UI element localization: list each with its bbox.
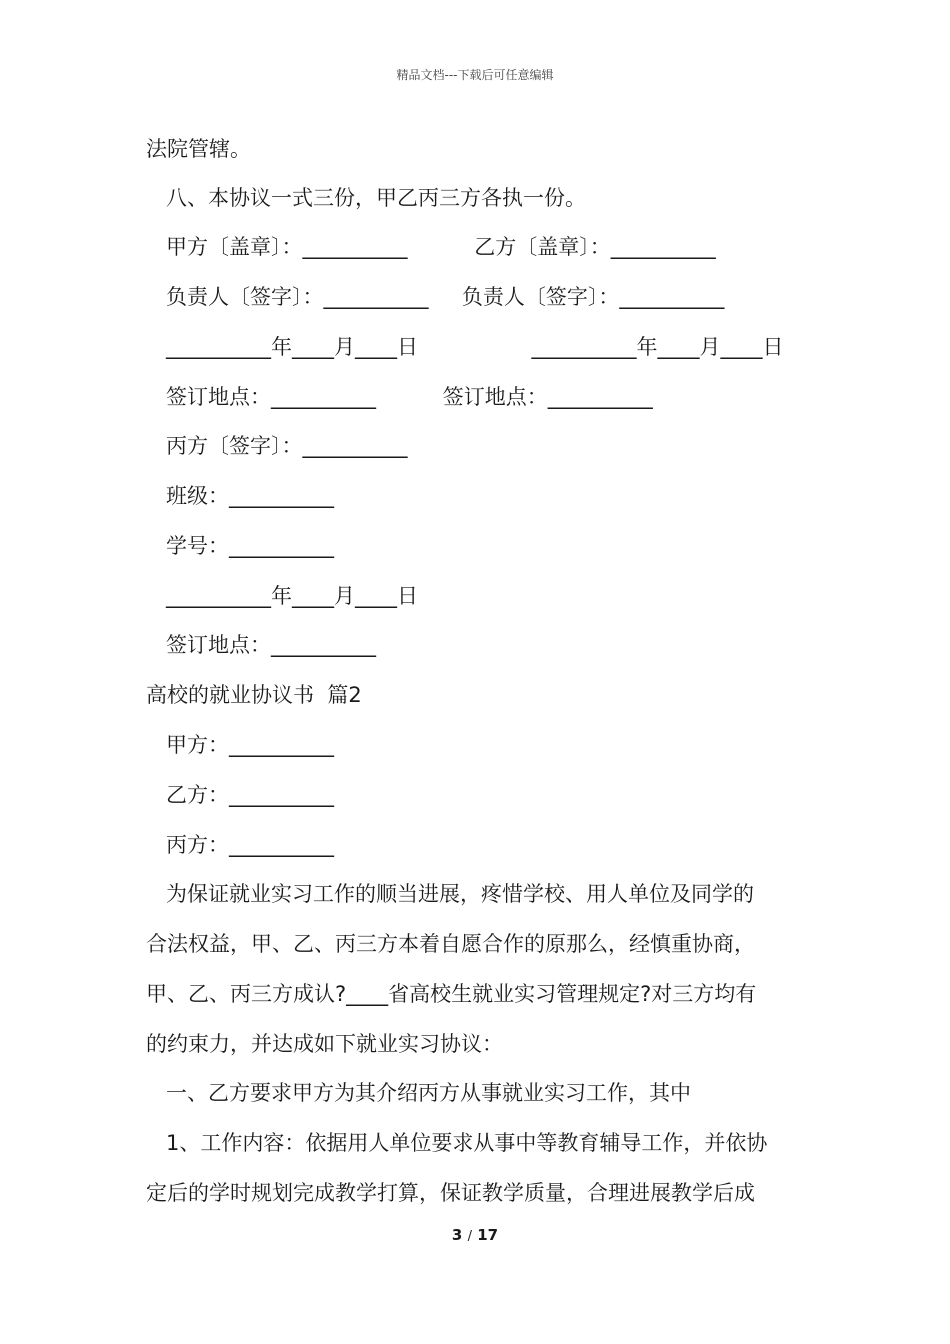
clause-line: 定后的学时规划完成教学打算，保证教学质量，合理进展教学后成 <box>146 1181 755 1205</box>
party-c-line: 丙方：__________ <box>166 833 334 857</box>
total-pages: 17 <box>477 1226 499 1244</box>
paragraph-line: 合法权益，甲、乙、丙三方本着自愿合作的原那么，经慎重协商， <box>146 932 755 956</box>
signature-line-party-c: 丙方〔签字〕：__________ <box>166 434 408 458</box>
page-separator: / <box>467 1229 472 1244</box>
paragraph-line: 的约束力，并达成如下就业实习协议： <box>146 1032 503 1056</box>
sign-place-line: 签订地点：__________ 签订地点：__________ <box>166 385 653 409</box>
sign-place-line: 签订地点：__________ <box>166 633 376 657</box>
signature-line-party-a-b: 甲方〔盖章〕：__________ 乙方〔盖章〕：__________ <box>166 235 716 259</box>
page-header: 精品文档---下载后可任意编辑 <box>396 68 554 82</box>
clause-line: 一、乙方要求甲方为其介绍丙方从事就业实习工作，其中 <box>166 1081 691 1105</box>
class-line: 班级：__________ <box>166 484 334 508</box>
party-a-line: 甲方：__________ <box>166 733 334 757</box>
date-line: __________年____月____日 __________年____月____日 <box>166 335 784 359</box>
party-b-line: 乙方：__________ <box>166 783 334 807</box>
text-line: 八、本协议一式三份，甲乙丙三方各执一份。 <box>166 186 586 210</box>
current-page: 3 <box>451 1226 463 1244</box>
page-number <box>0 1226 950 1244</box>
text-line: 法院管辖。 <box>146 137 251 161</box>
clause-line: 1、工作内容：依据用人单位要求从事中等教育辅导工作，并依协 <box>166 1131 768 1155</box>
date-line: __________年____月____日 <box>166 584 418 608</box>
signature-line-responsible: 负责人〔签字〕：__________ 负责人〔签字〕：__________ <box>166 285 725 309</box>
student-id-line: 学号：__________ <box>166 534 334 558</box>
paragraph-line: 甲、乙、丙三方成认?____省高校生就业实习管理规定?对三方均有 <box>146 982 757 1006</box>
section-title: 高校的就业协议书 篇2 <box>146 683 362 707</box>
paragraph-line: 为保证就业实习工作的顺当进展，疼惜学校、用人单位及同学的 <box>166 882 754 906</box>
